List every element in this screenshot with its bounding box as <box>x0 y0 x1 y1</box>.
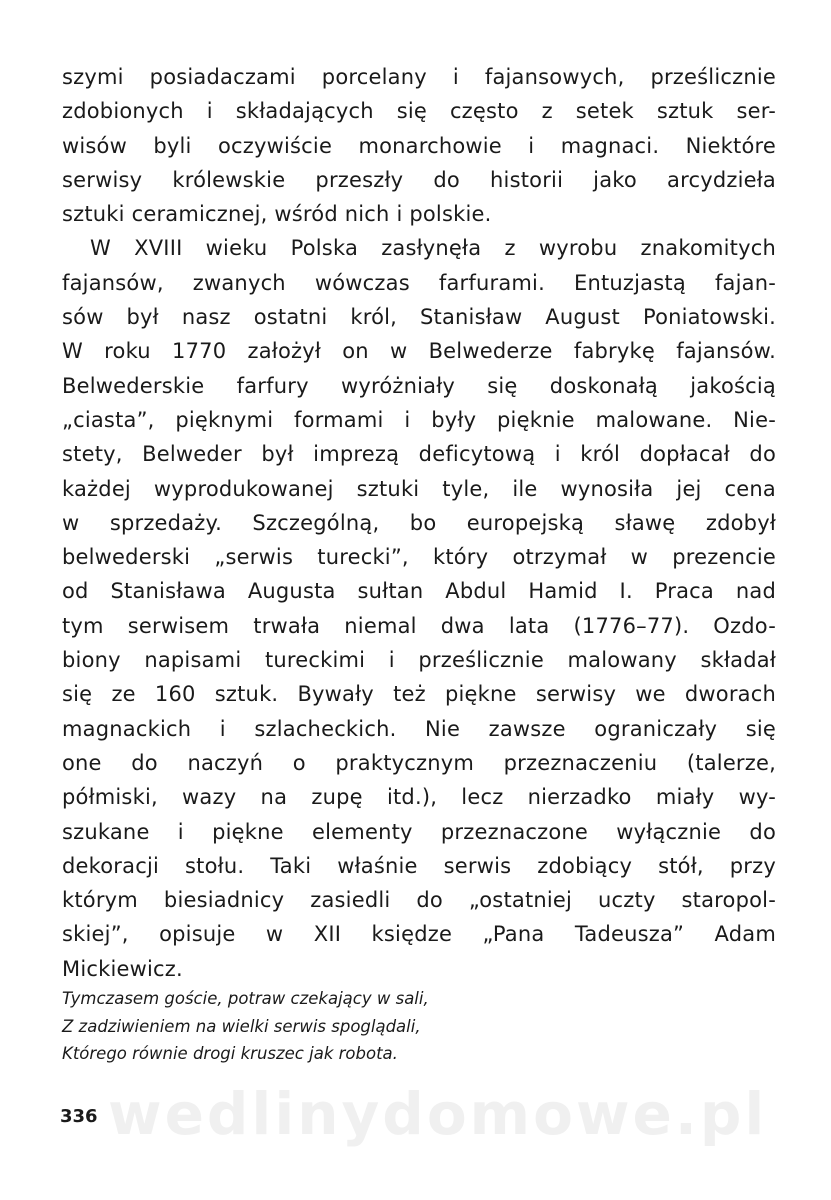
text-line: każdej wyprodukowanej sztuki tyle, ile wynosiła jej cena <box>62 476 776 501</box>
text-line: sztuki ceramicznej, wśród nich i polskie. <box>62 202 492 227</box>
text-line: fajansów, zwanych wówczas farfurami. Entuzjastą fajan- <box>62 270 776 295</box>
text-line: szukane i piękne elementy przeznaczone wyłącznie do <box>62 819 776 844</box>
text-line: one do naczyń o praktycznym przeznaczeniu (talerze, <box>62 750 776 775</box>
text-line: tym serwisem trwała niemal dwa lata (1776–77). Ozdo- <box>62 613 776 638</box>
paragraph-1 <box>62 60 776 231</box>
verse-line: Tymczasem goście, potraw czekający w sali, <box>62 989 429 1008</box>
text-line: Mickiewicz. <box>62 956 183 981</box>
text-line: W XVIII wieku Polska zasłynęła z wyrobu znakomitych <box>90 236 776 261</box>
text-line: „ciasta”, pięknymi formami i były pięknie malowane. Nie- <box>62 407 776 432</box>
text-line: od Stanisława Augusta sułtan Abdul Hamid I. Praca nad <box>62 579 776 604</box>
text-line: półmiski, wazy na zupę itd.), lecz nierzadko miały wy- <box>62 785 776 810</box>
paragraph-2 <box>62 231 776 986</box>
watermark: wedlinydomowe.pl <box>108 1080 768 1148</box>
text-line: się ze 160 sztuk. Bywały też piękne serwisy we dworach <box>62 682 776 707</box>
text-line: stety, Belweder był imprezą deficytową i król dopłacał do <box>62 442 776 467</box>
text-line: wisów byli oczywiście monarchowie i magnaci. Niektóre <box>62 133 776 158</box>
text-line: biony napisami tureckimi i prześlicznie malowany składał <box>62 648 776 673</box>
text-line: sów był nasz ostatni król, Stanisław August Poniatowski. <box>62 305 776 330</box>
text-line: skiej”, opisuje w XII księdze „Pana Tadeusza” Adam <box>62 922 776 947</box>
text-line: serwisy królewskie przeszły do historii jako arcydzieła <box>62 167 776 192</box>
text-line: dekoracji stołu. Taki właśnie serwis zdobiący stół, przy <box>62 853 776 878</box>
text-line: Belwederskie farfury wyróżniały się doskonałą jakością <box>62 373 776 398</box>
text-line: magnackich i szlacheckich. Nie zawsze ograniczały się <box>62 716 776 741</box>
text-line: szymi posiadaczami porcelany i fajansowych, prześlicznie <box>62 65 776 89</box>
page-number: 336 <box>60 1106 98 1127</box>
verse-line: Z zadziwieniem na wielki serwis spoglądali, <box>62 1016 421 1036</box>
text-line: W roku 1770 założył on w Belwederze fabrykę fajansów. <box>62 339 776 364</box>
text-line: którym biesiadnicy zasiedli do „ostatniej uczty staropol- <box>62 888 776 913</box>
text-line: w sprzedaży. Szczególną, bo europejską sławę zdobył <box>62 510 776 535</box>
verse-quote <box>62 985 662 1068</box>
text-line: belwederski „serwis turecki”, który otrzymał w prezencie <box>62 545 776 570</box>
text-line: zdobionych i składających się często z setek sztuk ser- <box>62 99 776 124</box>
verse-line: Którego równie drogi kruszec jak robota. <box>62 1044 398 1063</box>
main-text <box>62 60 776 986</box>
